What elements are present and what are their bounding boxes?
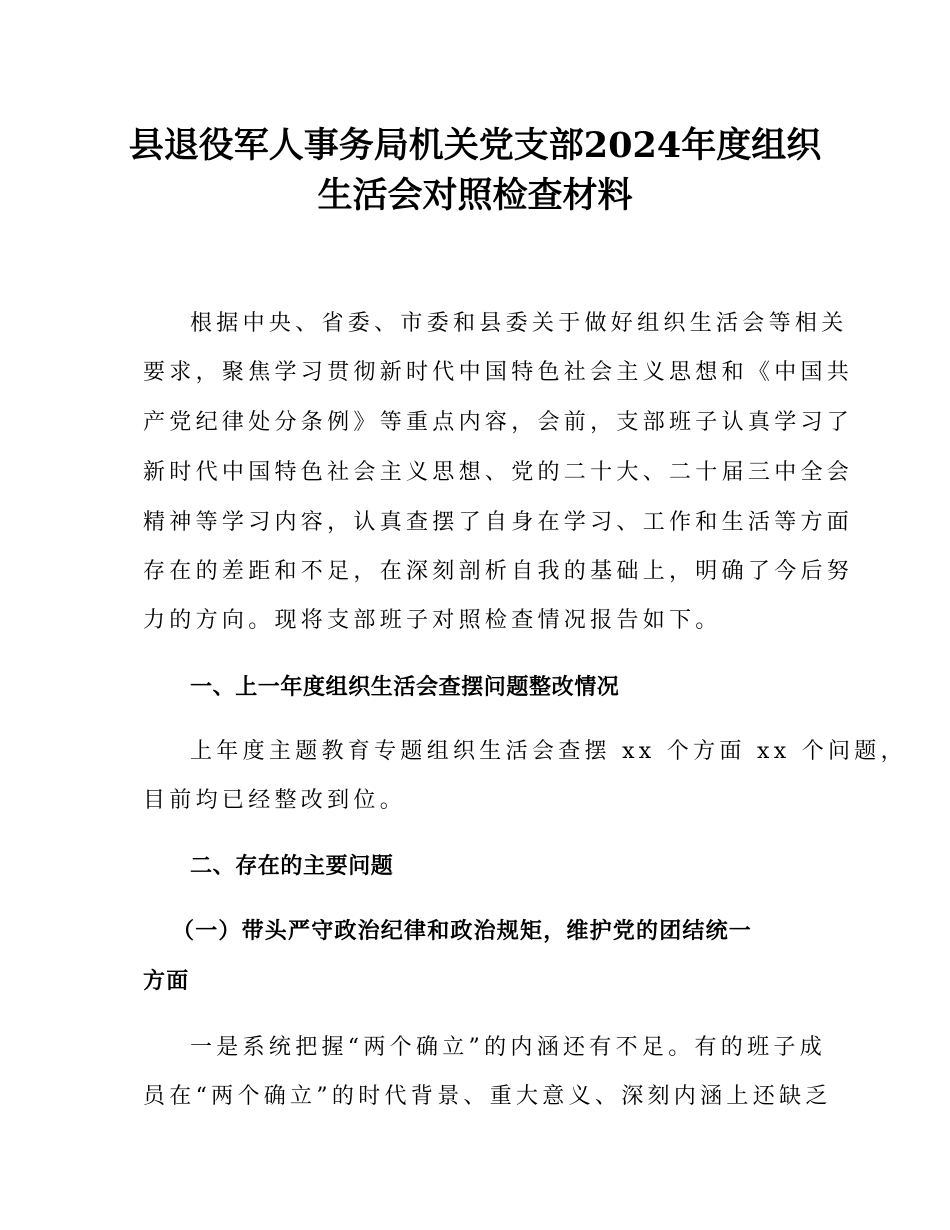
section-1-paragraph-line: 上年度主题教育专题组织生活会查摆 xx 个方面 xx 个问题， — [190, 739, 907, 764]
document-title-line-2: 生活会对照检查材料 — [317, 175, 633, 216]
intro-paragraph-line: 产党纪律处分条例》等重点内容，会前，支部班子认真学习了 — [143, 410, 854, 435]
section-2-paragraph-line: 员在“两个确立”的时代背景、重大意义、深刻内涵上还缺乏 — [143, 1084, 832, 1109]
document-title-line-1: 县退役军人事务局机关党支部2024年度组织 — [128, 125, 822, 166]
section-2-paragraph-line: 一是系统把握“两个确立”的内涵还有不足。有的班子成 — [190, 1035, 826, 1060]
intro-paragraph-line: 新时代中国特色社会主义思想、党的二十大、二十届三中全会 — [143, 460, 854, 485]
intro-paragraph-line: 要求，聚焦学习贯彻新时代中国特色社会主义思想和《中国共 — [143, 360, 854, 385]
section-2-subheading-line: （一）带头严守政治纪律和政治规矩，维护党的团结统一 — [172, 919, 753, 944]
section-2-subheading-line: 方面 — [143, 969, 190, 994]
intro-paragraph-line: 精神等学习内容，认真查摆了自身在学习、工作和生活等方面 — [143, 510, 854, 535]
intro-paragraph-line: 力的方向。现将支部班子对照检查情况报告如下。 — [143, 608, 722, 633]
section-2-heading: 二、存在的主要问题 — [190, 854, 394, 879]
intro-paragraph-line: 根据中央、省委、市委和县委关于做好组织生活会等相关 — [190, 311, 848, 336]
section-1-paragraph-line: 目前均已经整改到位。 — [143, 788, 407, 813]
intro-paragraph-line: 存在的差距和不足，在深刻剖析自我的基础上，明确了今后努 — [143, 559, 854, 584]
section-1-heading: 一、上一年度组织生活会查摆问题整改情况 — [190, 675, 620, 700]
